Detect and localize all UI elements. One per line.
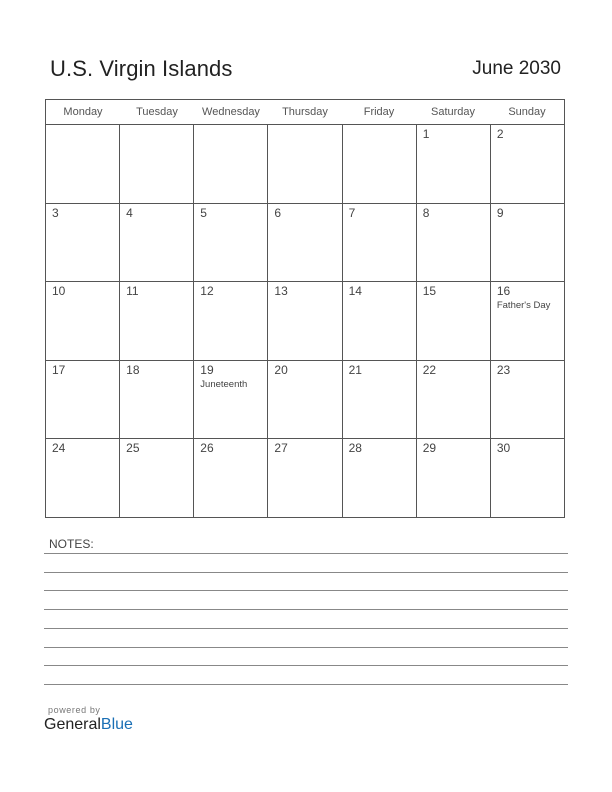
weekday-friday: Friday — [363, 106, 395, 118]
day-cell — [268, 125, 342, 203]
note-line — [44, 628, 568, 629]
day-number: 21 — [348, 362, 362, 377]
weekday-header-row — [46, 100, 564, 125]
note-line — [44, 572, 568, 573]
day-cell — [120, 204, 194, 282]
day-cell — [46, 204, 120, 282]
generalblue-logo — [44, 716, 133, 734]
day-cell — [120, 361, 194, 439]
day-cell — [491, 361, 564, 439]
day-number: 18 — [126, 362, 140, 377]
day-cell — [194, 439, 268, 517]
day-number: 20 — [274, 362, 288, 377]
note-line — [44, 647, 568, 648]
day-number: 25 — [126, 441, 140, 455]
day-number: 13 — [274, 284, 288, 298]
day-number: 26 — [200, 441, 214, 455]
day-number: 28 — [348, 441, 362, 455]
day-cell — [417, 125, 491, 203]
day-cell — [46, 439, 120, 517]
holiday-label: Juneteenth — [200, 378, 248, 390]
day-cell — [120, 125, 194, 203]
day-number: 4 — [126, 205, 133, 220]
day-cell — [46, 125, 120, 203]
weekday-tuesday: Tuesday — [136, 106, 178, 118]
day-number: 6 — [274, 205, 282, 220]
day-cell — [417, 204, 491, 282]
day-cell — [417, 282, 491, 360]
day-number: 30 — [496, 441, 511, 455]
note-line — [44, 665, 568, 666]
weekday-sunday: Sunday — [508, 106, 546, 118]
day-number: 16 — [496, 284, 511, 298]
day-cell — [120, 282, 194, 360]
day-cell — [343, 282, 417, 360]
day-number: 1 — [422, 127, 430, 141]
day-cell — [194, 282, 268, 360]
day-cell — [343, 204, 417, 282]
week-row — [46, 204, 564, 283]
note-line — [44, 609, 568, 610]
powered-by-text: powered by — [48, 705, 101, 715]
day-cell — [491, 125, 564, 203]
day-cell — [268, 204, 342, 282]
day-cell — [343, 439, 417, 517]
day-cell — [343, 361, 417, 439]
day-number: 22 — [422, 362, 437, 377]
notes-label: NOTES: — [49, 537, 94, 551]
day-cell — [491, 439, 564, 517]
day-number: 7 — [348, 205, 356, 220]
day-number: 23 — [496, 362, 511, 377]
day-number: 19 — [200, 362, 214, 377]
day-cell — [491, 282, 564, 360]
day-number: 17 — [52, 362, 66, 377]
day-number: 24 — [52, 441, 66, 455]
day-number: 11 — [126, 284, 139, 298]
day-number: 12 — [200, 284, 214, 298]
day-number: 14 — [348, 284, 362, 298]
day-cell — [417, 361, 491, 439]
day-cell — [343, 125, 417, 203]
holiday-label: Father's Day — [496, 300, 551, 311]
weeks-container — [46, 125, 564, 517]
week-row — [46, 361, 564, 440]
day-cell — [46, 282, 120, 360]
week-row — [46, 282, 564, 361]
week-row — [46, 125, 564, 204]
day-number: 15 — [422, 284, 437, 298]
day-cell — [268, 282, 342, 360]
weekday-wednesday: Wednesday — [202, 106, 260, 118]
day-cell — [194, 125, 268, 203]
weekday-monday: Monday — [63, 106, 103, 118]
day-cell — [417, 439, 491, 517]
day-number: 27 — [274, 441, 288, 455]
brand-general-text: General — [44, 716, 101, 733]
day-cell — [194, 361, 268, 439]
month-year-title: June 2030 — [472, 58, 561, 79]
day-number: 3 — [52, 205, 59, 220]
weekday-saturday: Saturday — [430, 106, 476, 118]
day-number: 2 — [496, 127, 504, 141]
week-row — [46, 439, 564, 517]
day-number: 10 — [52, 284, 66, 298]
calendar-grid — [45, 99, 565, 518]
region-title: U.S. Virgin Islands — [50, 56, 233, 81]
weekday-thursday: Thursday — [282, 106, 328, 118]
brand-blue-text: Blue — [100, 716, 133, 733]
day-cell — [120, 439, 194, 517]
day-number: 5 — [200, 205, 207, 220]
note-line — [44, 590, 568, 591]
day-cell — [46, 361, 120, 439]
day-cell — [194, 204, 268, 282]
day-number: 9 — [496, 205, 504, 220]
note-line — [44, 553, 568, 554]
day-cell — [268, 361, 342, 439]
day-cell — [491, 204, 564, 282]
day-cell — [268, 439, 342, 517]
note-line — [44, 684, 568, 685]
day-number: 29 — [422, 441, 437, 455]
day-number: 8 — [422, 205, 430, 220]
